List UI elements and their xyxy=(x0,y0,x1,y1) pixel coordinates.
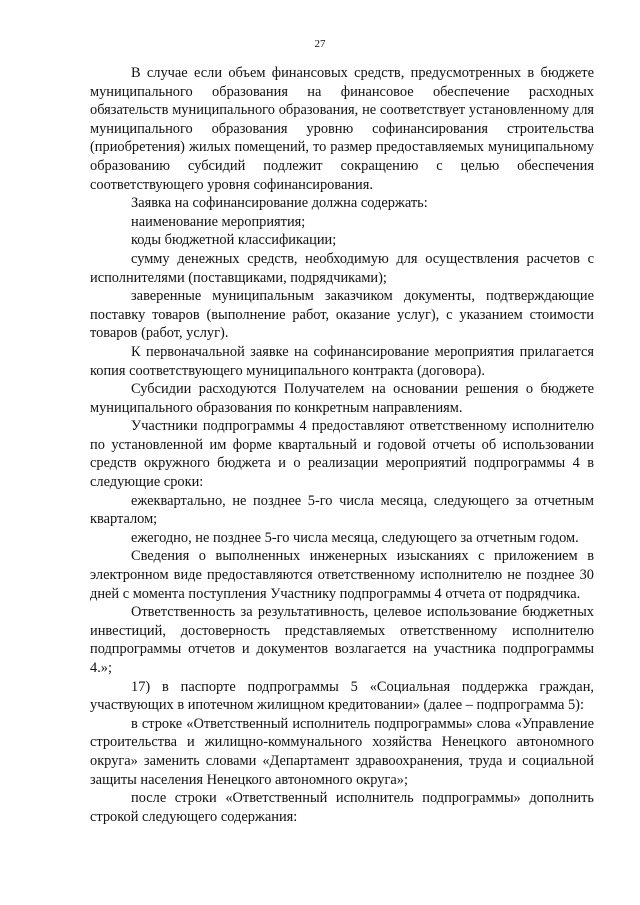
list-item-annual-deadline: ежегодно, не позднее 5-го числа месяца, следующего за отчетным годом. xyxy=(131,529,579,546)
paragraph-reporting-requirements: Участники подпрограммы 4 предоставляют ответственному исполнителю по установленной им форме квартальный и годовой отчеты об использовании средств окружного бюджета и о реализации мероприятий подпрограммы 4 в следующие сроки: xyxy=(90,418,594,491)
paragraph-engineering-surveys: Сведения о выполненных инженерных изысканиях с приложением в электронном виде предоставляются ответственному исполнителю не позднее 30 дней с момента поступления Участнику подпрограммы 4 отчета от подрядчика. xyxy=(90,548,594,602)
paragraph-contract-copy: К первоначальной заявке на софинансирование мероприятия прилагается копия соответствующего муниципального контракта (договора). xyxy=(90,343,594,379)
list-item-quarterly-deadline: ежеквартально, не позднее 5-го числа месяца, следующего за отчетным кварталом; xyxy=(90,492,594,528)
paragraph-application-contents: Заявка на софинансирование должна содержать: xyxy=(131,195,428,212)
document-body xyxy=(90,64,594,826)
paragraph-responsibility: Ответственность за результативность, целевое использование бюджетных инвестиций, достоверность представляемых ответственному исполнителю подпрограммы отчетов и документов возлагается на участника подпрограммы 4.»; xyxy=(90,604,594,676)
list-item-budget-codes: коды бюджетной классификации; xyxy=(131,232,337,249)
list-item-certified-documents: заверенные муниципальным заказчиком документы, подтверждающие поставку товаров (выполнение работ, оказание услуг), с указанием стоимости товаров (работ, услуг). xyxy=(90,288,594,342)
paragraph-subsidy-spending: Субсидии расходуются Получателем на основании решения о бюджете муниципального образования по конкретным направлениям. xyxy=(90,381,594,416)
list-item-event-name: наименование мероприятия; xyxy=(131,213,306,230)
paragraph-item-17: 17) в паспорте подпрограммы 5 «Социальная поддержка граждан, участвующих в ипотечном жилищном кредитовании» (далее – подпрограмма 5): xyxy=(90,678,594,714)
page-number: 27 xyxy=(314,38,326,50)
paragraph-add-row: после строки «Ответственный исполнитель подпрограммы» дополнить строкой следующего содержания: xyxy=(90,790,594,825)
paragraph-executor-replacement: в строке «Ответственный исполнитель подпрограммы» слова «Управление строительства и жилищно-коммунального хозяйства Ненецкого автономного округа» заменить словами «Департамент здравоохранения, труда и социальной защиты населения Ненецкого автономного округа»; xyxy=(90,715,594,788)
paragraph-cofinancing-shortfall: В случае если объем финансовых средств, предусмотренных в бюджете муниципального образования на финансовое обеспечение расходных обязательств муниципального образования, не соответствует установленному для муниципального образования уровню софинансирования строительства (приобретения) жилых помещений, то размер предоставляемых муниципальному образованию субсидий подлежит сокращению с целью обеспечения соответствующего уровня софинансирования. xyxy=(90,65,594,193)
list-item-funds-amount: сумму денежных средств, необходимую для осуществления расчетов с исполнителями (поставщиками, подрядчиками); xyxy=(90,250,594,286)
